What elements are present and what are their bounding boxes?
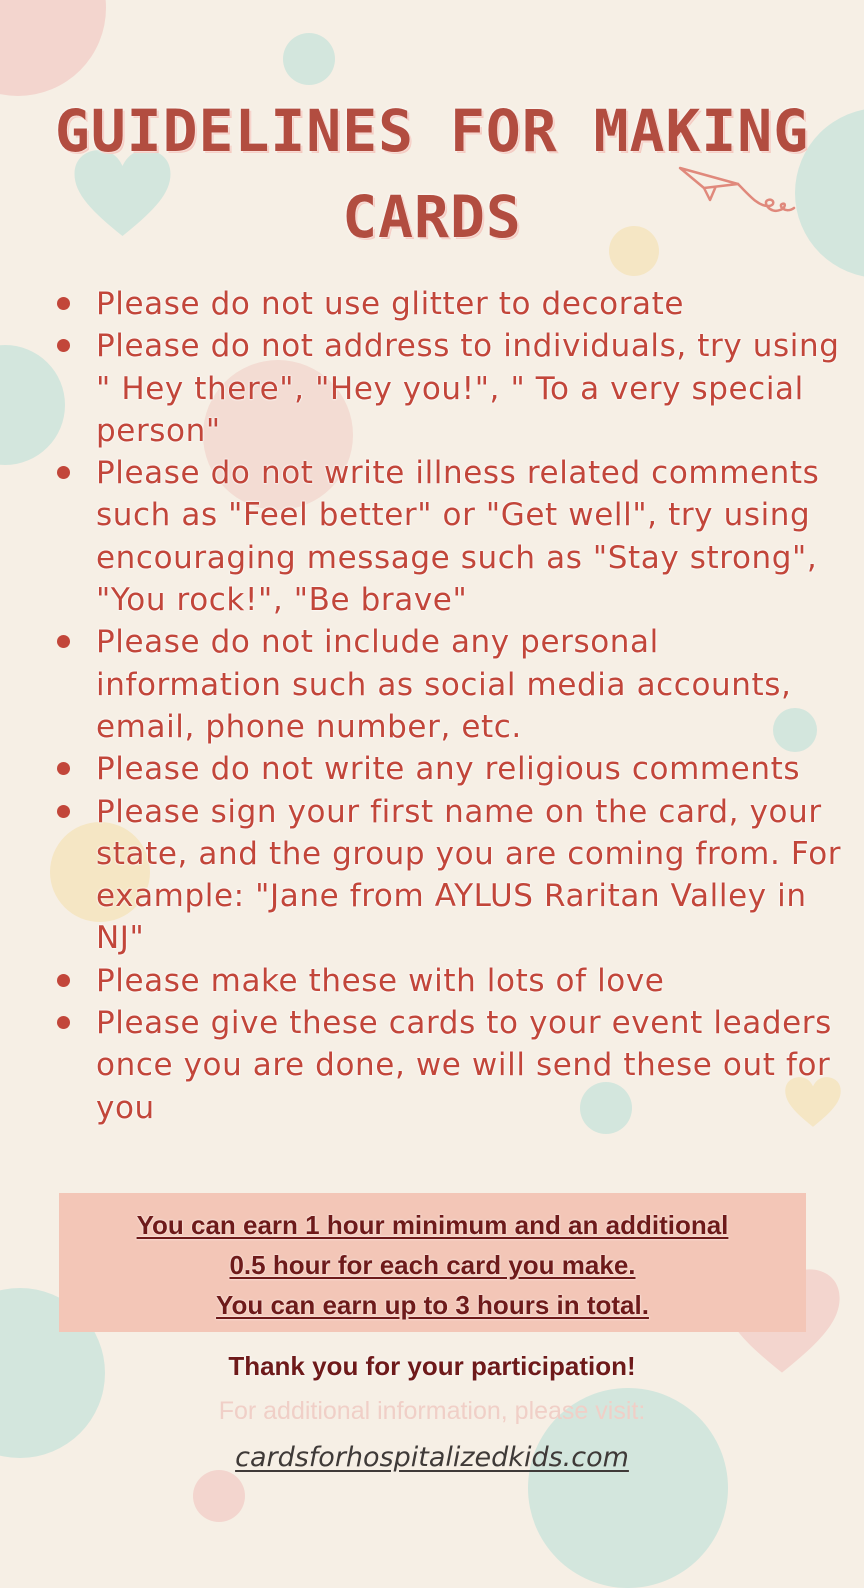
bullet-icon — [57, 297, 70, 310]
paper-plane-icon — [676, 162, 800, 220]
website-link[interactable]: cardsforhospitalizedkids.com — [235, 1442, 629, 1473]
guideline-item — [54, 452, 844, 621]
hours-note-line-3: You can earn up to 3 hours in total. — [216, 1290, 649, 1320]
guideline-text: Please do not use glitter to decorate — [96, 286, 685, 322]
guideline-item — [54, 748, 844, 790]
guideline-text: Please do not address to individuals, try using " Hey there", "Hey you!", " To a very special person" — [96, 328, 840, 449]
guideline-item — [54, 960, 844, 1002]
guideline-text: Please make these with lots of love — [96, 962, 665, 999]
hours-note-line-1: You can earn 1 hour minimum and an additional — [136, 1210, 729, 1240]
page-title-line-1: GUIDELINES FOR MAKING — [54, 97, 810, 165]
bullet-icon — [57, 974, 70, 987]
hours-note-box — [59, 1193, 806, 1332]
decor-circle-teal — [283, 33, 335, 85]
page-title-line-2: CARDS — [342, 183, 522, 251]
guideline-text: Please do not write any religious comments — [96, 751, 801, 788]
bullet-icon — [57, 762, 70, 775]
bullet-icon — [57, 805, 70, 818]
bullet-icon — [57, 339, 70, 352]
decor-circle-pink — [0, 0, 106, 96]
bullet-icon — [57, 1016, 70, 1029]
guideline-item — [54, 325, 844, 452]
guideline-item — [54, 283, 844, 325]
bullet-icon — [57, 466, 70, 479]
guideline-item — [54, 621, 844, 748]
guideline-text: Please do not write illness related comments such as "Feel better" or "Get well", try using encouraging message such as "Stay strong", "You rock!", "Be brave" — [96, 455, 820, 619]
guideline-text: Please do not include any personal information such as social media accounts, email, phone number, etc. — [96, 624, 792, 745]
hours-note-line-2: 0.5 hour for each card you make. — [229, 1250, 636, 1280]
guideline-item — [54, 791, 844, 960]
thank-you-text: Thank you for your participation! — [228, 1351, 636, 1381]
additional-info-text: For additional information, please visit: — [218, 1397, 646, 1425]
guideline-item — [54, 1002, 844, 1129]
guidelines-list — [54, 283, 844, 1129]
bullet-icon — [57, 635, 70, 648]
guideline-text: Please sign your first name on the card, your state, and the group you are coming from. For example: "Jane from AYLUS Raritan Valley in NJ" — [96, 793, 842, 957]
guideline-text: Please give these cards to your event leaders once you are done, we will send these out for you — [96, 1005, 832, 1126]
